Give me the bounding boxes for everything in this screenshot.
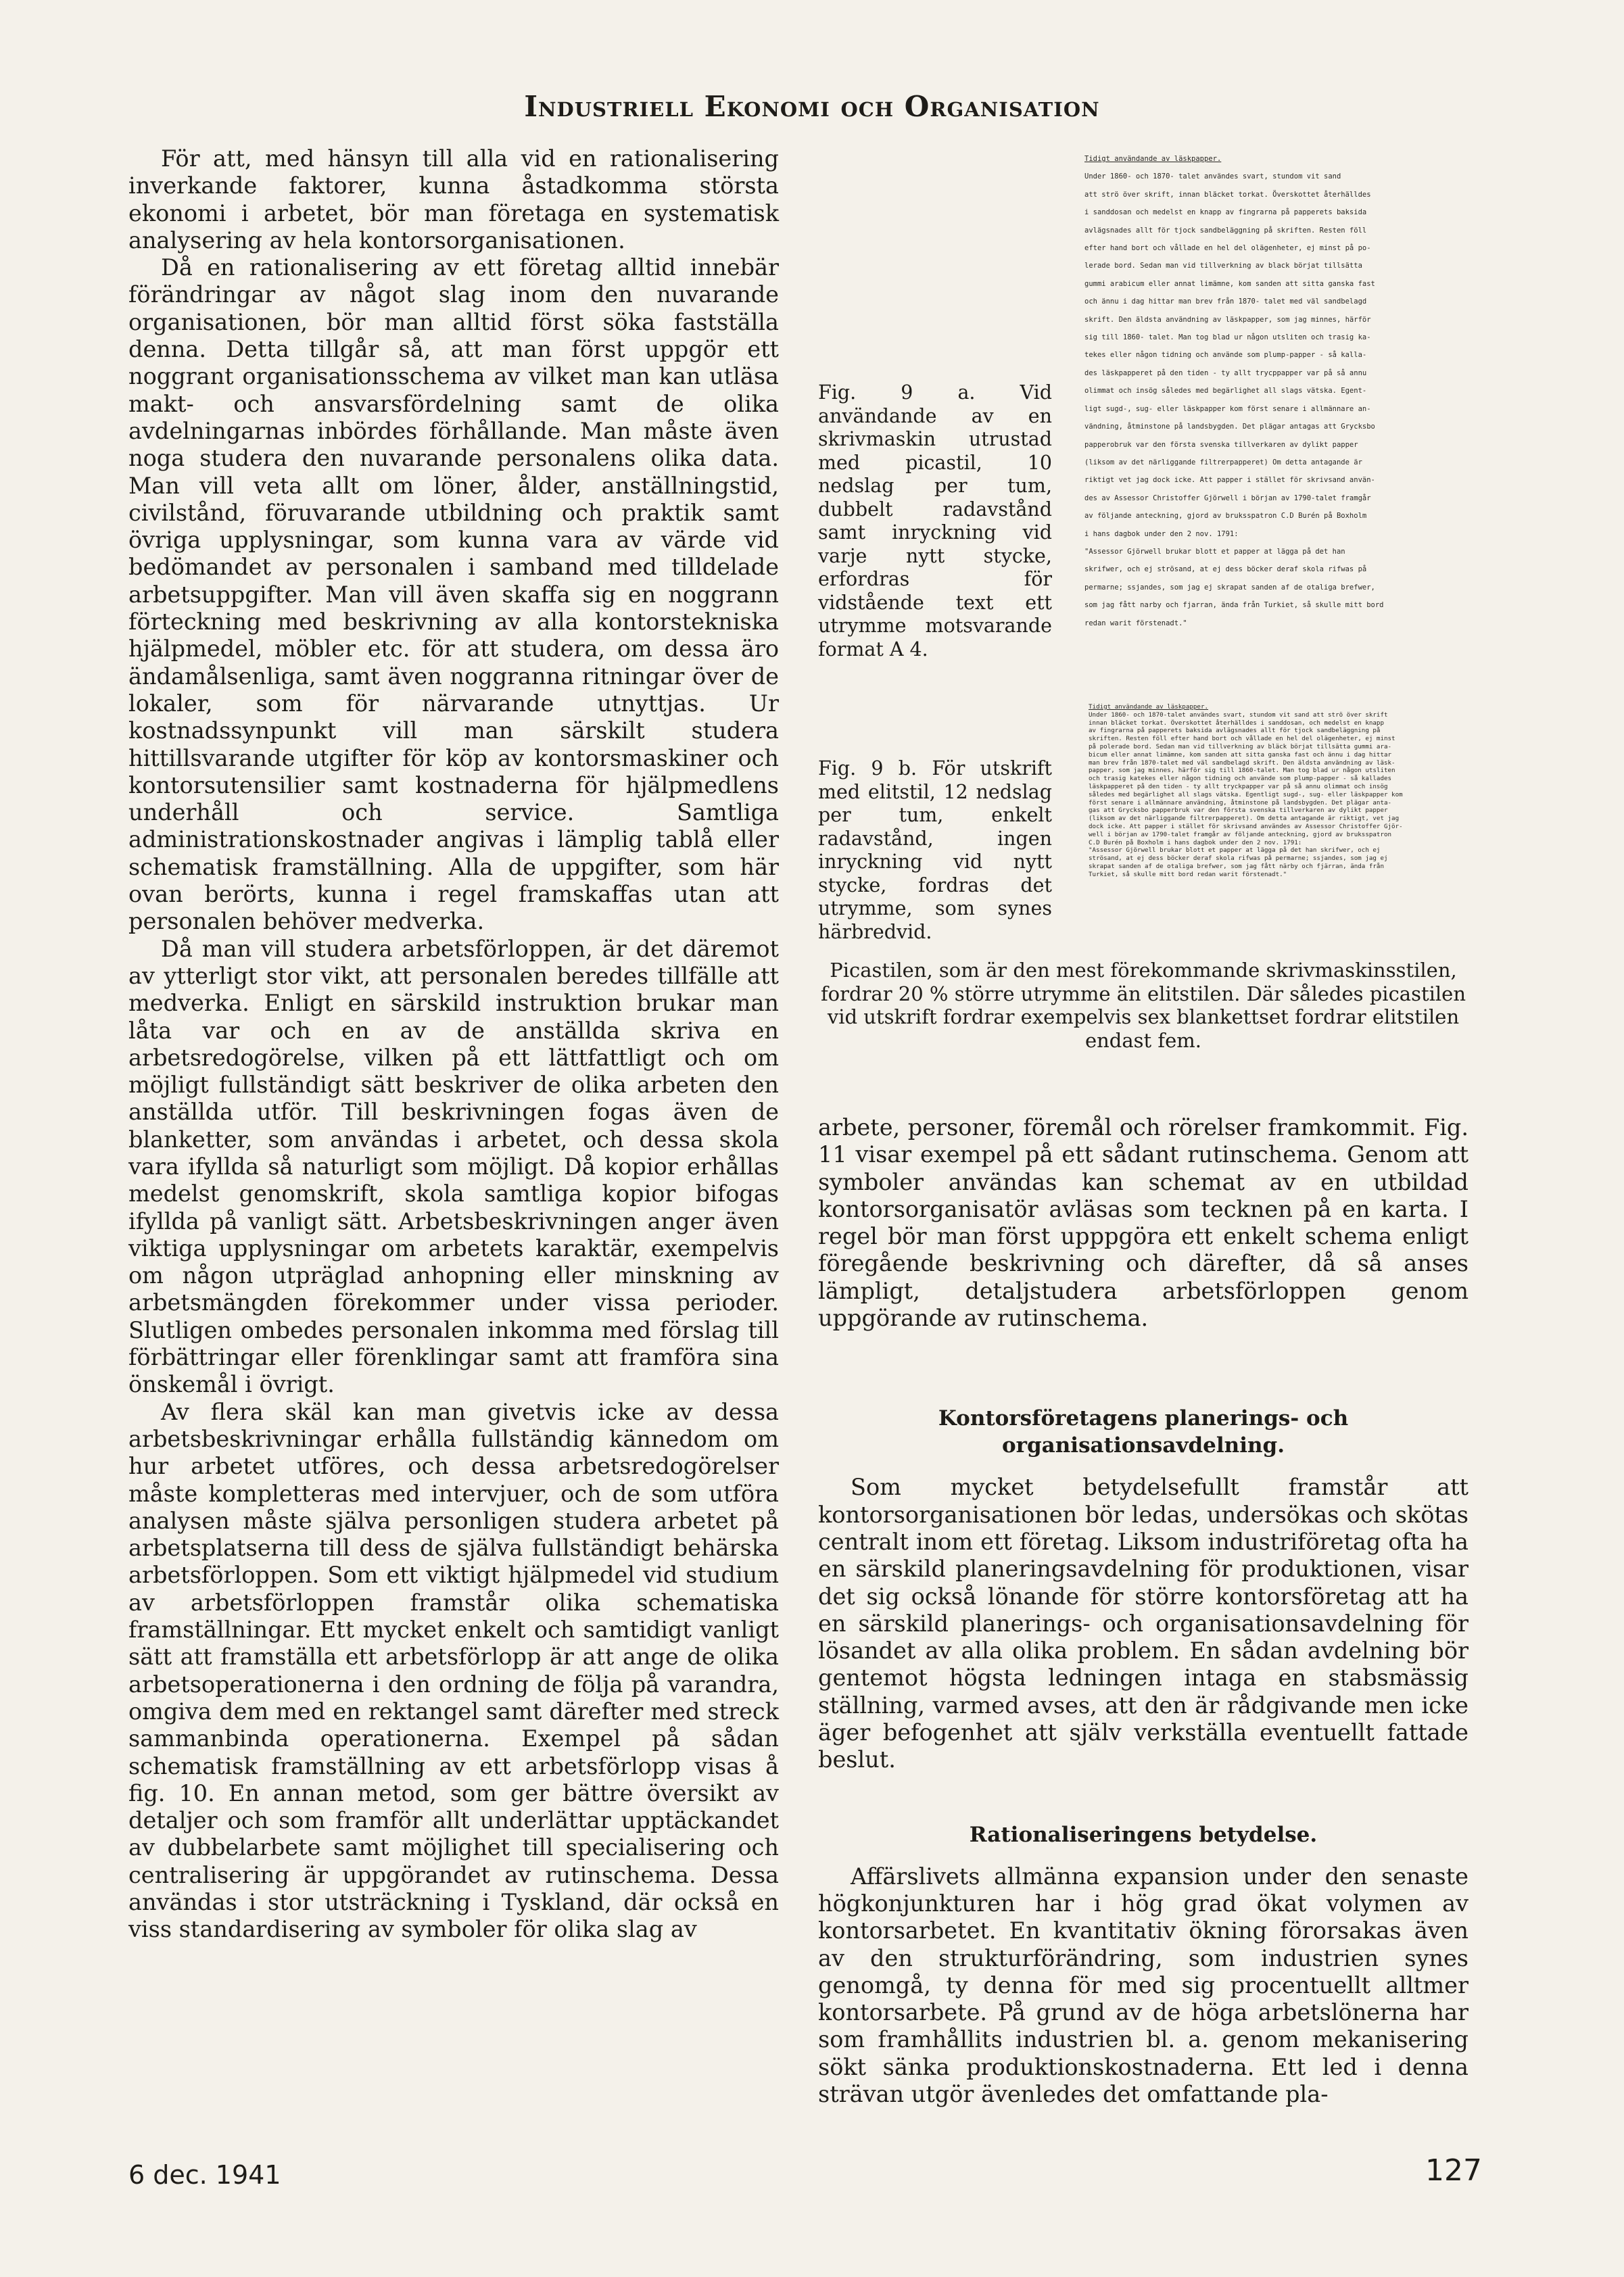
sample-line: i sanddosan och medelst en knapp av fingrarna på papperets baksida [1084,208,1367,217]
sample-line: läskpapperet på den tiden - ty allt tryckpapper var på så annu olimmat och insög [1089,782,1388,790]
left-column [128,145,779,1944]
paragraph: För att, med hänsyn till alla vid en rationalisering inverkande faktorer, kunna åstadkomma största ekonomi i arbetet, bör man företaga en systematisk analysering av hela kontorsorganisationen. [128,145,779,254]
sample-line: ligt sugd-, sug- eller läskpapper kom först senare i allmännare an- [1084,404,1371,413]
page-number: 127 [1425,2153,1482,2188]
figure-9a-typewriter-sample [1084,150,1471,632]
sample-line: dock icke. Att papper i stället för skrivsand användes av Assessor Christoffer Gjör- [1089,822,1403,830]
paragraph: Affärslivets allmänna expansion under den senaste högkonjunkturen har i hög grad ökat volymen av kontorsarbetet. En kvantitativ ökning förorsakas även av den strukturförändring, som industrien synes genomgå, ty denna för med sig procentuellt alltmer kontorsarbete. På grund av de höga arbetslönerna har som framhållits industrien bl. a. genom mekanisering sökt sänka produktionskostnaderna. Ett led i denna strävan utgör ävenledes det omfattande pla- [818,1863,1468,2108]
paragraph: Som mycket betydelsefullt framstår att kontorsorganisationen bör ledas, undersökas och skötas centralt inom ett företag. Liksom industriföretag ofta ha en särskild planeringsavdelning för produktionen, visar det sig också lönande för större kontorsföretag att ha en särskild planerings- och organisationsavdelning för lösandet av alla olika problem. En sådan avdelning bör gentemot högsta ledningen intaga en stabsmässig ställning, varmed avses, att den är rådgivande men icke äger befogenhet att själv verkställa eventuellt fattade beslut. [818,1474,1468,1773]
right-column [818,1114,1468,2108]
paragraph: arbete, personer, föremål och rörelser framkommit. Fig. 11 visar exempel på ett sådant rutinschema. Genom att symboler användas kan schemat av en utbildad kontorsorganisatör avläsas som tecknen på en karta. I regel bör man först upppgöra ett enkelt schema enligt föregående beskrivning och därefter, då så anses lämpligt, detaljstudera arbetsförloppen genom uppgörande av rutinschema. [818,1114,1468,1332]
sample-line: på polerade bord. Sedan man vid tillverkning av bläck börjat tillsätta gummi ara- [1089,742,1392,750]
sample-line: redan warit förstenadt." [1084,619,1187,627]
figure-9b-caption: Fig. 9 b. För utskrift med elitstil, 12 nedslag per tum, enkelt radavstånd, ingen inryckning vid nytt stycke, fordras det utrymme, som synes härbredvid. [818,757,1052,943]
picastil-note: Picastilen, som är den mest förekommande skrivmaskinsstilen, fordrar 20 % större utrymme än elitstilen. Där således picastilen vid utskrift fordrar exempelvis sex blankettset fordrar elitstilen endast fem. [820,959,1466,1053]
sample-line: skrifwer, och ej strösand, at ej dess böcker deraf skola rifwas på [1084,565,1367,574]
sample-line: Turkiet, så skulle mitt bord redan warit förstenadt." [1089,870,1287,878]
paragraph: Då en rationalisering av ett företag alltid innebär förändringar av något slag inom den nuvarande organisationen, bör man alltid först söka fastställa denna. Detta tillgår så, att man först uppgör ett noggrant organisationsschema av vilket man kan utläsa makt- och ansvarsfördelning samt de olika avdelningarnas inbördes förhållande. Man måste även noga studera den nuvarande personalens olika data. Man vill veta allt om löner, ålder, anställningstid, civilstånd, föruvarande utbildning och praktik samt övriga upplysningar, som kunna vara av värde vid bedömandet av personalen i samband med tilldelade arbetsuppgifter. Man vill även skaffa sig en noggrann förteckning med beskrivning av alla kontorstekniska hjälpmedel, möbler etc. för att studera, om dessa äro ändamålsenliga, samt även noggranna ritningar över de lokaler, som för närvarande utnyttjas. Ur kostnadssynpunkt vill man särskilt studera hittillsvarande utgifter för köp av kontorsmaskiner och kontorsutensilier samt kostnaderna för hjälpmedlens underhåll och service. Samtliga administrationskostnader angivas i lämplig tablå eller schematisk framställning. Alla de uppgifter, som här ovan berörts, kunna i regel framskaffas utan att personalen behöver medverka. [128,254,779,935]
sample-line: riktigt vet jag dock icke. Att papper i stället för skrivsand använ- [1084,476,1375,485]
sample-line: "Assessor Gjörwell brukar blott et papper at lägga på det han skrifwer, och ej [1089,846,1381,855]
sample-line: C.D Burén på Boxholm i hans dagbok under den 2 nov. 1791: [1089,838,1302,846]
sample-line: efter hand bort och vållade en hel del olägenheter, ej minst på po- [1084,244,1371,253]
sample-line: bicum eller annat limämne, kom sanden att sitta ganska fast och ännu i dag hittar [1089,750,1392,759]
sample-line: Under 1860- och 1870-talet användes svart, stundom vit sand att strö över skrift [1089,711,1388,719]
sample-line: (liksom av det närliggande filtrerpapperet). Om detta antagande är riktigt, vet jag [1089,815,1400,823]
sample-line: att strö över skrift, innan bläcket torkat. Överskottet återhälldes [1084,190,1371,199]
sample-line: först senare i allmännare användning, åtminstone på landsbygden. Det plägar anta- [1089,798,1392,807]
sample-line: Under 1860- och 1870- talet användes svart, stundom vit sand [1084,172,1341,181]
sample-line: skriften. Resten föll efter hand bort och vållade en hel del olägenheter, ej minst [1089,735,1395,743]
sample-line: des av Assessor Christoffer Gjörwell i början av 1790-talet framgår [1084,494,1371,502]
sample-line: tekes eller någon tidning och använde som plump-papper - så kalla- [1084,351,1367,360]
sample-line: man brev från 1870-talet med väl sandbelagd skrift. Den äldsta användning av läsk- [1089,759,1395,767]
sample-line: skrapat sanden af de otaliga brefwer, som jag fått närby och fjärran, ända från [1089,862,1384,870]
sample-line: avlägsnades allt för tjock sandbeläggning på skriften. Resten föll [1084,226,1367,235]
running-header: Industriell Ekonomi och Organisation [524,90,1100,123]
sample-line: des läskpapperet på den tiden - ty allt trycppapper var på så annu [1084,368,1367,377]
sample-line: av följande anteckning, gjord av bruksspatron C.D Burén på Boxholm [1084,512,1367,521]
sample-line: papperobruk var den första svenska tillverkaren av dylikt papper [1084,440,1358,449]
sample-line: av fingrarna på papperets baksida avlägsnades allt för tjock sandbeläggning på [1089,727,1381,735]
sample-line: permarne; ssjandes, som jag ej skrapat sanden af de otaliga brefwer, [1084,583,1375,592]
sample-line: Tidigt användande av läskpapper. [1084,155,1222,163]
sample-line: vändning, åtminstone på landsbygden. Det plägar antagas att Grycksbo [1084,423,1375,431]
sample-line: strösand, at ej dess böcker deraf skola rifwas på permarne; ssjandes, som jag ej [1089,855,1388,863]
sample-line: innan bläcket torkat. Överskottet återhälldes i sanddosan, och medelst en knapp [1089,719,1384,727]
paragraph: Av flera skäl kan man givetvis icke av dessa arbetsbeskrivningar erhålla fullständig kännedom om hur arbetet utföres, och dessa arbetsredogörelser måste kompletteras med intervjuer, och de som utföra analysen måste själva personligen studera arbetet på arbetsplatserna till dess de själva fullständigt behärska arbetsförloppen. Som ett viktigt hjälpmedel vid studium av arbetsförloppen framstår olika schematiska framställningar. Ett mycket enkelt och samtidigt vanligt sätt att framställa ett arbetsförlopp är att ange de olika arbetsoperationerna i den ordning de följa på varandra, omgiva dem med en rektangel samt därefter med streck sammanbinda operationerna. Exempel på sådan schematisk framställning av ett arbetsförlopp visas å fig. 10. En annan metod, som ger bättre översikt av detaljer och som framför allt underlättar upptäckandet av dubbelarbete samt möjlighet till specialisering och centralisering är uppgörandet av rutinschema. Dessa användas i stor utsträckning i Tyskland, där också en viss standardisering av symboler för olika slag av [128,1398,779,1943]
sample-line: lerade bord. Sedan man vid tillverkning av black börjat tillsätta [1084,262,1362,270]
sample-line: gas att Grycksbo papperbruk var den första svenska tillverkaren av dylikt papper [1089,807,1388,815]
sample-line: olimmat och insög således med begärlighet all slags vätska. Egent- [1084,387,1367,396]
sample-line: gummi arabicum eller annat limämne, kom sanden att sitta ganska fast [1084,279,1375,288]
figure-9b-typewriter-sample [1089,703,1467,879]
sample-line: well i början av 1790-talet framgår av följande anteckning, gjord av bruksspatron [1089,830,1392,838]
sample-line: (liksom av det närliggande filtrerpapperet) Om detta antagande är [1084,458,1362,466]
sample-line: som jag fått narby och fjarran, ända från Turkiet, så skulle mitt bord [1084,601,1384,610]
sample-line: och trasig katekes eller någon tidning och använde som plump-papper - så kallades [1089,775,1392,783]
paragraph: Då man vill studera arbetsförloppen, är det däremot av ytterligt stor vikt, att personalen beredes tillfälle att medverka. Enligt en särskild instruktion brukar man låta var och en av de anställda skriva en arbetsredogörelse, vilken på ett lättfattligt och om möjligt fullständigt sätt beskriver de olika arbeten den anställda utför. Till beskrivningen fogas även de blanketter, som användas i arbetet, och dessa skola vara ifyllda så naturligt som möjligt. Då kopior erhållas medelst genomskrift, skola samtliga kopior bifogas ifyllda på vanligt sätt. Arbetsbeskrivningen anger även viktiga upplysningar om arbetets karaktär, exempelvis om någon utpräglad anhopning eller minskning av arbetsmängden förekommer under vissa perioder. Slutligen ombedes personalen inkomma med förslag till förbättringar eller förenklingar samt att framföra sina önskemål i övrigt. [128,935,779,1398]
section-heading: Rationaliseringens betydelse. [969,1822,1318,1847]
sample-line: "Assessor Gjörwell brukar blott et papper at lägga på det han [1084,547,1345,556]
sample-line: i hans dagbok under den 2 nov. 1791: [1084,529,1239,538]
sample-line: och ännu i dag hittar man brev från 1870- talet med väl sandbelagd [1084,297,1367,306]
sample-line: sig till 1860- talet. Man tog blad ur någon utsliten och trasig ka- [1084,333,1371,342]
sample-line: Tidigt användande av läskpapper. [1089,703,1209,711]
sample-line: papper, som jag minnes, härför sig till 1860-talet. Man tog blad ur någon utsliten [1089,767,1395,775]
sample-line: således med begärlighet all slags vätska. Egentligt sugd-, sug- eller läskpapper kom [1089,790,1403,798]
issue-date: 6 dec. 1941 [128,2160,281,2190]
figure-9a-caption: Fig. 9 a. Vid användande av en skrivmaskin utrustad med picastil, 10 nedslag per tum, dubbelt radavstånd samt inryckning vid varje nytt stycke, erfordras för vidstående text ett utrymme motsvarande format A 4. [818,381,1052,661]
sample-line: skrift. Den äldsta användning av läskpapper, som jag minnes, härför [1084,315,1371,324]
section-heading: Kontorsföretagens planerings- och organisationsavdelning. [938,1406,1349,1458]
